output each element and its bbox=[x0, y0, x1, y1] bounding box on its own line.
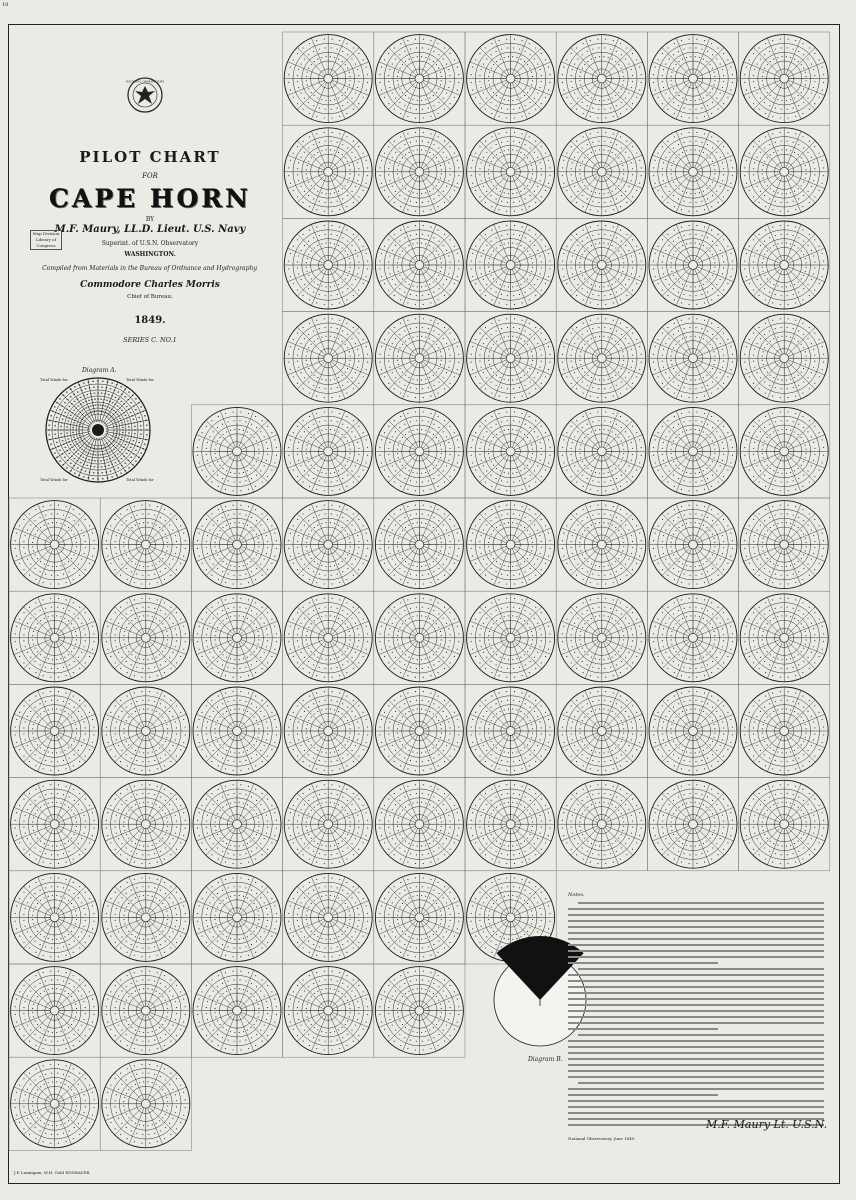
commodore: Commodore Charles Morris bbox=[80, 280, 220, 290]
wind-rose-cell bbox=[465, 218, 556, 311]
library-stamp bbox=[30, 230, 62, 250]
notes-text-line bbox=[568, 1112, 824, 1114]
wind-rose-cell bbox=[9, 964, 100, 1057]
superintendent: Superint. of U.S.N. Observatory bbox=[101, 240, 199, 247]
notes-text-line bbox=[568, 980, 824, 982]
wind-rose-cell bbox=[647, 684, 738, 777]
signature: M.F. Maury Lt. U.S.N. bbox=[706, 1118, 828, 1131]
wind-rose-cell bbox=[556, 312, 647, 405]
wind-rose-cell bbox=[100, 591, 191, 684]
series: SERIES C. NO.1 bbox=[123, 336, 177, 344]
wind-rose-cell bbox=[465, 312, 556, 405]
wind-rose-cell bbox=[647, 778, 738, 871]
stamp-line-2: Library of Congress bbox=[35, 237, 57, 248]
wind-rose-cell bbox=[191, 405, 282, 498]
wind-rose-cell bbox=[374, 405, 465, 498]
notes-text-line bbox=[568, 1016, 824, 1018]
wind-rose-cell bbox=[739, 125, 830, 218]
notes-text-line bbox=[578, 1082, 824, 1084]
wind-rose-cell bbox=[9, 871, 100, 964]
notes-text-line bbox=[568, 1052, 824, 1054]
wind-rose-cell bbox=[283, 778, 374, 871]
notes-text-line bbox=[568, 998, 824, 1000]
wind-rose-cell bbox=[283, 125, 374, 218]
wind-rose-cell bbox=[465, 778, 556, 871]
notes-text-line bbox=[568, 1058, 824, 1060]
notes-text-line bbox=[578, 902, 824, 904]
wind-rose-cell bbox=[191, 964, 282, 1057]
notes-heading: Notes. bbox=[568, 892, 585, 898]
title-for: FOR bbox=[142, 172, 158, 180]
notes-text-line bbox=[568, 1094, 718, 1096]
wind-rose-cell bbox=[465, 405, 556, 498]
notes-text-line bbox=[568, 1028, 718, 1030]
notes-text-line bbox=[568, 938, 824, 940]
notes-text-line bbox=[568, 974, 824, 976]
chief-of-bureau: Chief of Bureau. bbox=[127, 294, 173, 300]
notes-text-line bbox=[568, 1100, 824, 1102]
chart-title: PILOT CHART bbox=[79, 148, 221, 166]
wind-rose-cell bbox=[465, 125, 556, 218]
wind-rose-cell bbox=[374, 591, 465, 684]
wind-rose-cell bbox=[374, 32, 465, 125]
wind-rose-cell bbox=[100, 778, 191, 871]
notes-text-line bbox=[578, 1034, 824, 1036]
wind-rose-cell bbox=[191, 498, 282, 591]
city: WASHINGTON. bbox=[124, 251, 176, 258]
wind-rose-cell bbox=[647, 498, 738, 591]
wind-rose-cell bbox=[556, 32, 647, 125]
wind-rose-cell bbox=[283, 32, 374, 125]
wind-rose-cell bbox=[283, 964, 374, 1057]
wind-rose-cell bbox=[465, 32, 556, 125]
notes-text-line bbox=[568, 1004, 824, 1006]
wind-rose-cell bbox=[739, 778, 830, 871]
wind-rose-cell bbox=[283, 312, 374, 405]
diagram-a-top-left: Total Winds for bbox=[40, 378, 68, 382]
wind-rose-cell bbox=[647, 312, 738, 405]
wind-rose-cell bbox=[100, 498, 191, 591]
wind-rose-cell bbox=[283, 218, 374, 311]
stamp-line-1: Map Division bbox=[32, 231, 60, 236]
wind-rose-cell bbox=[556, 591, 647, 684]
wind-rose-cell bbox=[556, 778, 647, 871]
wind-rose-cell bbox=[191, 684, 282, 777]
diagram-a-label: Diagram A. bbox=[82, 367, 117, 374]
notes-text-line bbox=[568, 932, 824, 934]
diagram-a-bottom-right: Total Winds for bbox=[126, 478, 154, 482]
wind-rose-cell bbox=[556, 684, 647, 777]
diagram-a-top-right: Total Winds for bbox=[126, 378, 154, 382]
wind-rose-cell bbox=[283, 498, 374, 591]
sheet-number: 10 bbox=[2, 2, 9, 8]
wind-rose-cell bbox=[556, 218, 647, 311]
wind-rose-cell bbox=[374, 964, 465, 1057]
wind-rose-cell bbox=[374, 498, 465, 591]
notes-text-line bbox=[568, 926, 824, 928]
notes-text-line bbox=[568, 950, 824, 952]
notes-text-line bbox=[568, 992, 824, 994]
wind-rose-cell bbox=[9, 778, 100, 871]
wind-rose-cell bbox=[9, 591, 100, 684]
wind-rose-cell bbox=[739, 684, 830, 777]
wind-rose-cell bbox=[283, 591, 374, 684]
wind-rose-cell bbox=[374, 125, 465, 218]
wind-rose-cell bbox=[556, 405, 647, 498]
wind-rose-cell bbox=[739, 591, 830, 684]
wind-rose-cell bbox=[100, 684, 191, 777]
notes-text-line bbox=[568, 1070, 824, 1072]
wind-rose-cell bbox=[739, 312, 830, 405]
author: M.F. Maury, LL.D. Lieut. U.S. Navy bbox=[54, 224, 246, 235]
diagram-b-label: Diagram B. bbox=[528, 1056, 563, 1063]
diagram-a-rose bbox=[46, 378, 150, 482]
wind-rose-cell bbox=[647, 218, 738, 311]
wind-rose-cell bbox=[100, 1057, 191, 1150]
wind-rose-cell bbox=[9, 684, 100, 777]
title-by: BY bbox=[145, 216, 155, 223]
notes-text-line bbox=[568, 1088, 824, 1090]
diagram-a-bottom-left: Total Winds for bbox=[40, 478, 68, 482]
year: 1849. bbox=[134, 315, 166, 326]
wind-rose-cell bbox=[283, 871, 374, 964]
wind-rose-cell bbox=[647, 32, 738, 125]
notes-text-line bbox=[568, 1040, 824, 1042]
notes-block bbox=[568, 892, 826, 1142]
notes-text-line bbox=[568, 920, 824, 922]
notes-text-line bbox=[568, 914, 824, 916]
wind-rose-cell bbox=[374, 684, 465, 777]
notes-text-line bbox=[568, 1046, 824, 1048]
wind-rose-cell bbox=[191, 591, 282, 684]
wind-rose-cell bbox=[374, 778, 465, 871]
wind-rose-cell bbox=[556, 125, 647, 218]
notes-text-line bbox=[568, 944, 824, 946]
wind-rose-cell bbox=[191, 871, 282, 964]
wind-rose-cell bbox=[9, 1057, 100, 1150]
wind-rose-cell bbox=[739, 218, 830, 311]
notes-text-line bbox=[568, 986, 824, 988]
wind-rose-cell bbox=[739, 498, 830, 591]
wind-rose-cell bbox=[100, 871, 191, 964]
wind-rose-cell bbox=[191, 778, 282, 871]
wind-rose-cell bbox=[283, 405, 374, 498]
chart-place: CAPE HORN bbox=[49, 184, 251, 213]
wind-rose-cell bbox=[556, 498, 647, 591]
wind-rose-cell bbox=[374, 871, 465, 964]
wind-rose-cell bbox=[647, 405, 738, 498]
compiled-note: Compiled from Materials in the Bureau of Ordnance and Hydrography. bbox=[42, 265, 258, 272]
notes-text-line bbox=[568, 908, 824, 910]
wind-rose-cell bbox=[465, 684, 556, 777]
wind-rose-cell bbox=[647, 591, 738, 684]
notes-text-line bbox=[568, 1022, 824, 1024]
notes-text-line bbox=[568, 962, 718, 964]
engraver-credit: J.P. Lunnigam, W.H. Gold ENGRAVER bbox=[14, 1170, 90, 1175]
notes-text-line bbox=[568, 1010, 824, 1012]
wind-rose-cell bbox=[465, 498, 556, 591]
wind-rose-cell bbox=[9, 498, 100, 591]
notes-text-line bbox=[568, 956, 824, 958]
wind-rose-cell bbox=[465, 591, 556, 684]
wind-rose-cell bbox=[374, 218, 465, 311]
wind-rose-cell bbox=[739, 32, 830, 125]
notes-text-line bbox=[578, 968, 824, 970]
observatory-date: National Observatory, June 1849. bbox=[568, 1136, 636, 1141]
wind-rose-cell bbox=[739, 405, 830, 498]
notes-text-line bbox=[568, 1106, 824, 1108]
notes-text-line bbox=[568, 1064, 824, 1066]
notes-text-line bbox=[568, 1076, 824, 1078]
title-block bbox=[30, 70, 270, 360]
wind-rose-cell bbox=[374, 312, 465, 405]
wind-rose-cell bbox=[100, 964, 191, 1057]
wind-rose-cell bbox=[647, 125, 738, 218]
wind-rose-cell bbox=[283, 684, 374, 777]
